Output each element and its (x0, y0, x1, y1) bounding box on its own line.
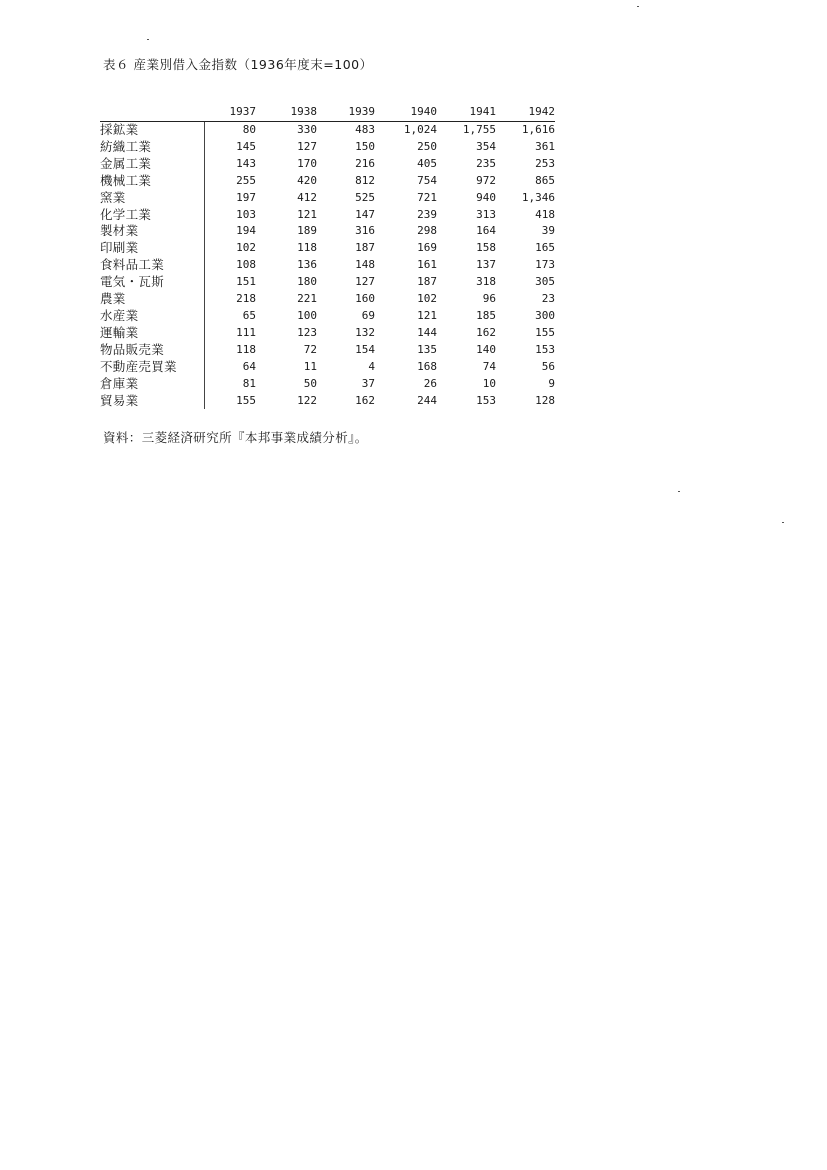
index-value: 160 (355, 292, 375, 306)
index-value: 298 (417, 224, 437, 238)
index-value: 940 (476, 190, 496, 204)
index-value: 244 (417, 393, 437, 407)
index-value: 136 (297, 258, 317, 272)
source-note: 資料：三菱経済研究所『本邦事業成績分析』。 (103, 430, 368, 445)
index-value: 132 (355, 325, 375, 339)
index-value: 103 (236, 207, 256, 221)
scan-speck (147, 39, 149, 40)
index-value: 135 (417, 342, 437, 356)
industry-label: 製材業 (100, 223, 204, 240)
index-value: 300 (535, 308, 555, 322)
header-row (100, 103, 555, 122)
table-row (100, 359, 555, 376)
index-value: 164 (476, 224, 496, 238)
index-value: 140 (476, 342, 496, 356)
industry-label: 物品販売業 (100, 342, 204, 359)
index-value: 721 (417, 190, 437, 204)
index-value: 173 (535, 258, 555, 272)
index-value: 1,024 (403, 123, 437, 136)
index-value: 313 (476, 207, 496, 221)
index-value: 250 (417, 139, 437, 153)
index-value: 121 (417, 308, 437, 322)
index-value: 162 (355, 393, 375, 407)
index-value: 216 (355, 156, 375, 170)
index-value: 239 (417, 207, 437, 221)
index-value: 96 (482, 292, 496, 306)
industry-label: 倉庫業 (100, 376, 204, 393)
table-row (100, 156, 555, 173)
table-title: 表６ 産業別借入金指数（1936年度末=100） (103, 57, 373, 72)
index-value: 150 (355, 139, 375, 153)
borrowing-index-table (100, 103, 555, 409)
index-value: 137 (476, 258, 496, 272)
industry-label: 水産業 (100, 308, 204, 325)
index-value: 69 (361, 308, 375, 322)
index-value: 525 (355, 190, 375, 204)
index-value: 187 (417, 275, 437, 289)
table-row (100, 207, 555, 224)
table-row (100, 274, 555, 291)
industry-label: 印刷業 (100, 240, 204, 257)
table-row (100, 393, 555, 410)
index-value: 147 (355, 207, 375, 221)
industry-label: 紡織工業 (100, 139, 204, 156)
index-value: 127 (355, 275, 375, 289)
index-value: 180 (297, 275, 317, 289)
table-body (100, 122, 555, 410)
index-value: 316 (355, 224, 375, 238)
industry-label: 農業 (100, 291, 204, 308)
industry-label: 化学工業 (100, 207, 204, 224)
index-value: 74 (482, 359, 496, 373)
index-value: 23 (541, 292, 555, 306)
index-value: 218 (236, 292, 256, 306)
year-header: 1938 (256, 103, 317, 122)
table-row (100, 139, 555, 156)
index-value: 194 (236, 224, 256, 238)
index-value: 127 (297, 139, 317, 153)
index-value: 1,755 (462, 123, 496, 136)
index-value: 37 (361, 376, 375, 390)
table-row (100, 240, 555, 257)
table-row (100, 122, 555, 139)
year-header: 1939 (317, 103, 375, 122)
index-value: 168 (417, 359, 437, 373)
industry-label: 貿易業 (100, 393, 204, 410)
index-value: 187 (355, 241, 375, 255)
table-row (100, 325, 555, 342)
index-value: 812 (355, 173, 375, 187)
index-value: 1,616 (521, 123, 555, 136)
index-value: 754 (417, 173, 437, 187)
index-value: 143 (236, 156, 256, 170)
index-value: 153 (535, 342, 555, 356)
index-value: 123 (297, 325, 317, 339)
index-value: 64 (242, 359, 256, 373)
industry-label: 窯業 (100, 190, 204, 207)
index-value: 102 (236, 241, 256, 255)
index-value: 361 (535, 139, 555, 153)
index-value: 255 (236, 173, 256, 187)
index-value: 50 (303, 376, 317, 390)
index-value: 253 (535, 156, 555, 170)
index-value: 305 (535, 275, 555, 289)
index-value: 100 (297, 308, 317, 322)
table-row (100, 173, 555, 190)
index-value: 118 (236, 342, 256, 356)
index-value: 102 (417, 292, 437, 306)
index-value: 118 (297, 241, 317, 255)
index-value: 354 (476, 139, 496, 153)
scan-speck (782, 522, 784, 523)
index-value: 145 (236, 139, 256, 153)
index-value: 9 (548, 376, 555, 390)
index-value: 170 (297, 156, 317, 170)
index-value: 161 (417, 258, 437, 272)
index-value: 330 (297, 123, 317, 136)
index-value: 108 (236, 258, 256, 272)
index-value: 121 (297, 207, 317, 221)
year-header: 1937 (204, 103, 256, 122)
index-value: 162 (476, 325, 496, 339)
index-value: 80 (242, 123, 256, 136)
index-value: 483 (355, 123, 375, 136)
index-value: 151 (236, 275, 256, 289)
index-value: 221 (297, 292, 317, 306)
index-value: 111 (236, 325, 256, 339)
table-row (100, 342, 555, 359)
index-value: 153 (476, 393, 496, 407)
industry-label: 食料品工業 (100, 257, 204, 274)
year-header: 1940 (375, 103, 437, 122)
index-value: 169 (417, 241, 437, 255)
index-value: 420 (297, 173, 317, 187)
index-value: 1,346 (521, 190, 555, 204)
index-value: 154 (355, 342, 375, 356)
table-row (100, 257, 555, 274)
index-value: 155 (236, 393, 256, 407)
table-row (100, 308, 555, 325)
index-value: 158 (476, 241, 496, 255)
year-header: 1941 (437, 103, 496, 122)
index-value: 72 (303, 342, 317, 356)
index-value: 318 (476, 275, 496, 289)
industry-label: 金属工業 (100, 156, 204, 173)
index-value: 235 (476, 156, 496, 170)
industry-label: 不動産売買業 (100, 359, 204, 376)
index-value: 10 (482, 376, 496, 390)
index-value: 128 (535, 393, 555, 407)
index-value: 56 (541, 359, 555, 373)
header-blank-cell (100, 103, 204, 122)
index-value: 418 (535, 207, 555, 221)
index-value: 405 (417, 156, 437, 170)
table-row (100, 376, 555, 393)
index-value: 122 (297, 393, 317, 407)
table-row (100, 223, 555, 240)
industry-label: 採鉱業 (100, 122, 204, 139)
index-value: 412 (297, 190, 317, 204)
index-value: 197 (236, 190, 256, 204)
index-value: 148 (355, 258, 375, 272)
industry-label: 運輸業 (100, 325, 204, 342)
industry-label: 機械工業 (100, 173, 204, 190)
index-value: 39 (541, 224, 555, 238)
index-value: 865 (535, 173, 555, 187)
index-value: 185 (476, 308, 496, 322)
scan-speck (637, 6, 639, 7)
index-value: 972 (476, 173, 496, 187)
index-value: 165 (535, 241, 555, 255)
index-value: 144 (417, 325, 437, 339)
index-value: 26 (423, 376, 437, 390)
index-value: 81 (242, 376, 256, 390)
table-row (100, 291, 555, 308)
industry-label: 電気・瓦斯 (100, 274, 204, 291)
table-row (100, 190, 555, 207)
index-value: 155 (535, 325, 555, 339)
index-value: 4 (368, 359, 375, 373)
index-value: 189 (297, 224, 317, 238)
index-value: 65 (242, 308, 256, 322)
scan-speck (678, 491, 680, 492)
index-value: 11 (303, 359, 317, 373)
year-header: 1942 (496, 103, 555, 122)
